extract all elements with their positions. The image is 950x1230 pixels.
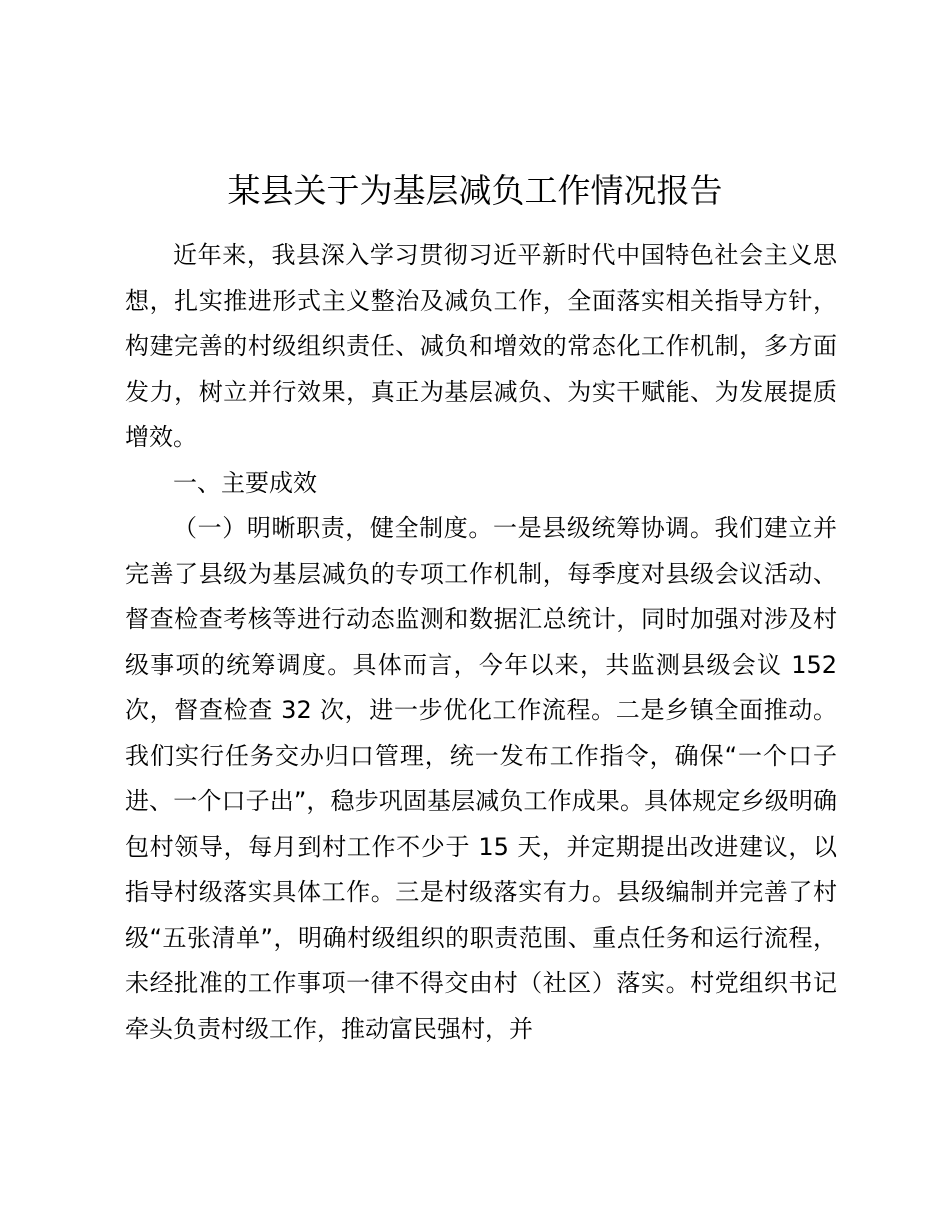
section-heading: 一、主要成效 bbox=[173, 468, 317, 497]
document-body bbox=[125, 233, 837, 1052]
document-title: 某县关于为基层减负工作情况报告 bbox=[227, 171, 723, 210]
section-paragraph: （一）明晰职责，健全制度。一是县级统筹协调。我们建立并完善了县级为基层减负的专项工作机制，每季度对县级会议活动、督查检查考核等进行动态监测和数据汇总统计，同时加强对涉及村级事项的统筹调度。具体而言，今年以来，共监测县级会议 152 次，督查检查 32 次，进一步优化工作流程。二是乡镇全面推动。我们实行任务交办归口管理，统一发布工作指令，确保“一个口子进、一个口子出”，稳步巩固基层减负工作成果。具体规定乡级明确包村领导，每月到村工作不少于 15 天，并定期提出改进建议，以指导村级落实具体工作。三是村级落实有力。县级编制并完善了村级“五张清单”，明确村级组织的职责范围、重点任务和运行流程，未经批准的工作事项一律不得交由村（社区）落实。村党组织书记牵头负责村级工作，推动富民强村，并 bbox=[125, 514, 837, 1043]
intro-paragraph: 近年来，我县深入学习贯彻习近平新时代中国特色社会主义思想，扎实推进形式主义整治及减负工作，全面落实相关指导方针，构建完善的村级组织责任、减负和增效的常态化工作机制，多方面发力，树立并行效果，真正为基层减负、为实干赋能、为发展提质增效。 bbox=[125, 241, 837, 451]
